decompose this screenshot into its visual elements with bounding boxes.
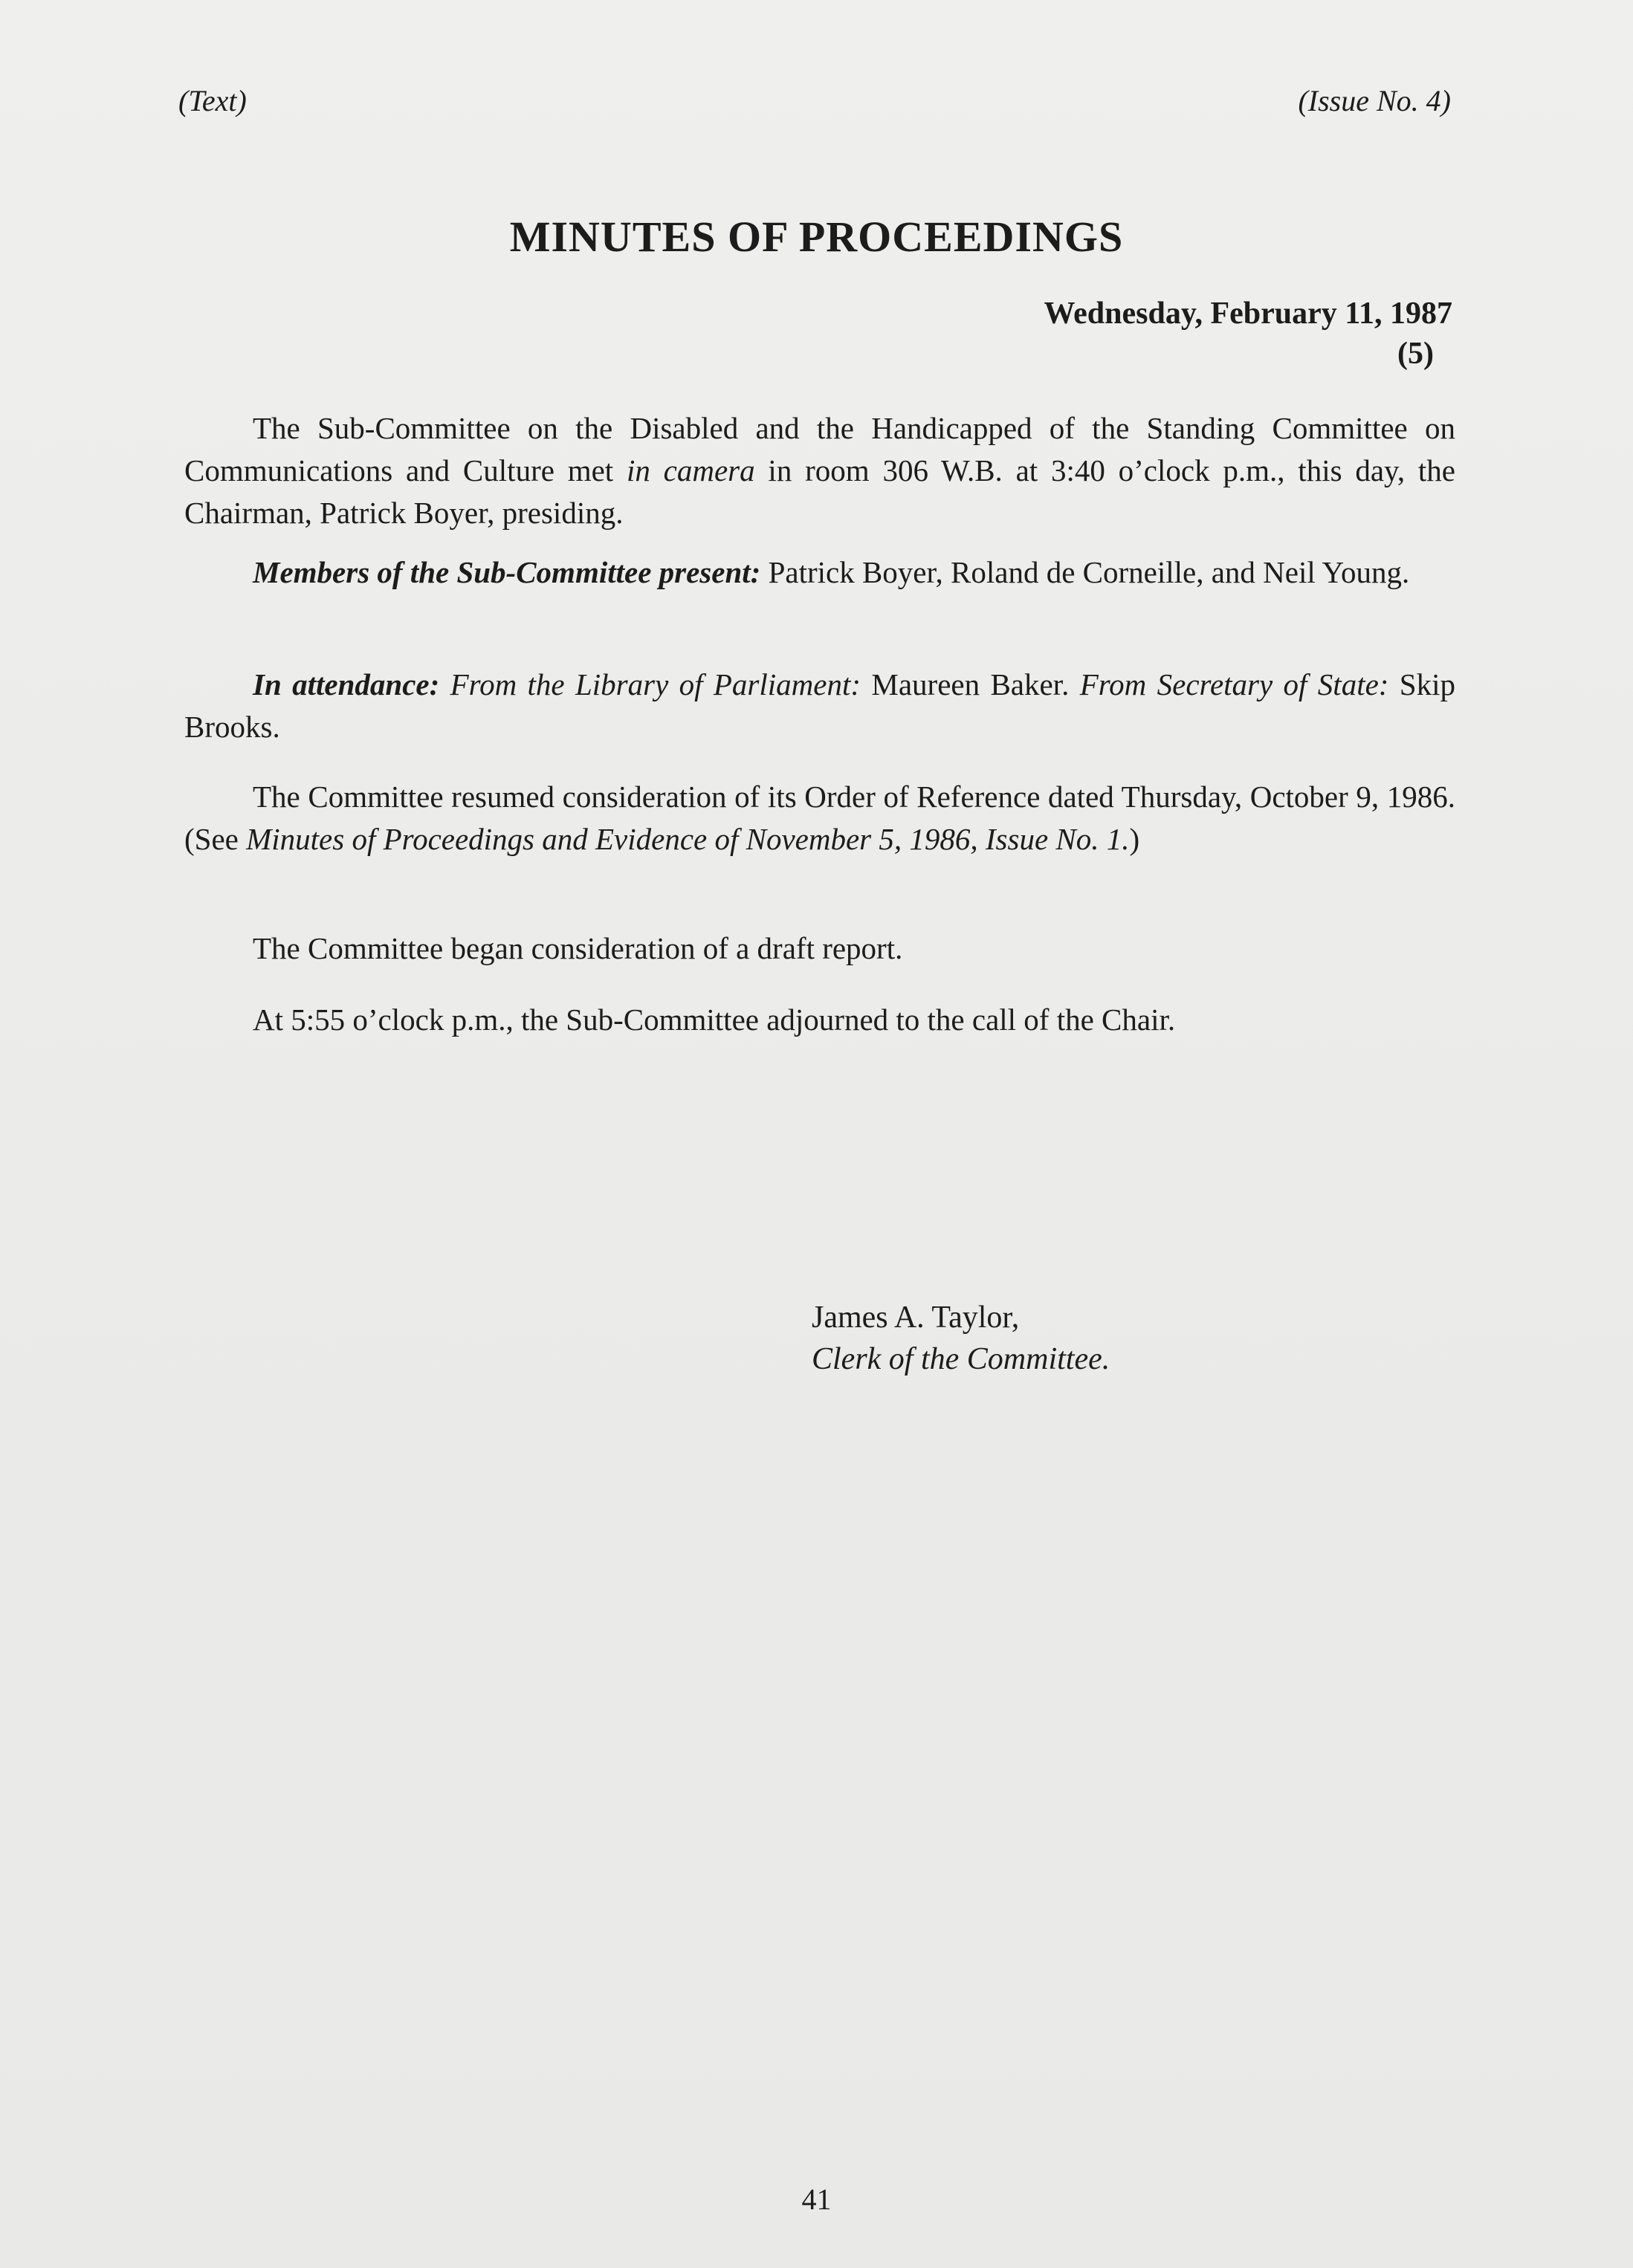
secretary-text: Skip Brooks. (184, 667, 1455, 744)
clerk-title: Clerk of the Committee. (812, 1342, 1110, 1376)
attendance-label: In attendance: (253, 667, 440, 702)
in-camera-phrase: in camera (626, 453, 755, 487)
library-label: From the Library of Parliament: (439, 667, 861, 702)
reference-text-1: The Committee resumed consideration of its Order of Reference dated Thursday, October 9, 1986. (See (184, 780, 1455, 856)
paragraph-members (184, 551, 1455, 594)
members-text: Patrick Boyer, Roland de Corneille, and Neil Young. (760, 555, 1410, 589)
secretary-label: From Secretary of State: (1079, 667, 1389, 702)
page-number: 41 (801, 2183, 832, 2216)
opening-text-1: The Sub-Committee on the Disabled and the Handicapped of the Standing Committee on Communications and Culture met (184, 411, 1455, 487)
opening-text-2: in room 306 W.B. at 3:40 o’clock p.m., this day, the Chairman, Patrick Boyer, presiding. (184, 453, 1456, 530)
paragraph-attendance (184, 664, 1455, 748)
meeting-number: (5) (1397, 337, 1434, 371)
paragraph-reference (184, 776, 1455, 861)
members-label: Members of the Sub-Committee present: (253, 555, 761, 589)
library-text: Maureen Baker. (861, 667, 1080, 702)
header-issue-label: (Issue No. 4) (1298, 84, 1451, 117)
minutes-reference-title: Minutes of Proceedings and Evidence of November 5, 1986, Issue No. 1. (246, 822, 1130, 856)
header-text-label: (Text) (178, 84, 247, 117)
paragraph-draft: The Committee began consideration of a draft report. (253, 931, 903, 965)
signature-block (812, 1297, 1110, 1380)
paragraph-adjourn: At 5:55 o’clock p.m., the Sub-Committee adjourned to the call of the Chair. (253, 1002, 1176, 1037)
paragraph-opening (184, 407, 1455, 534)
page-title: MINUTES OF PROCEEDINGS (509, 213, 1124, 261)
meeting-date: Wednesday, February 11, 1987 (1044, 297, 1452, 331)
reference-text-2: ) (1129, 822, 1140, 856)
clerk-name: James A. Taylor, (812, 1300, 1020, 1335)
